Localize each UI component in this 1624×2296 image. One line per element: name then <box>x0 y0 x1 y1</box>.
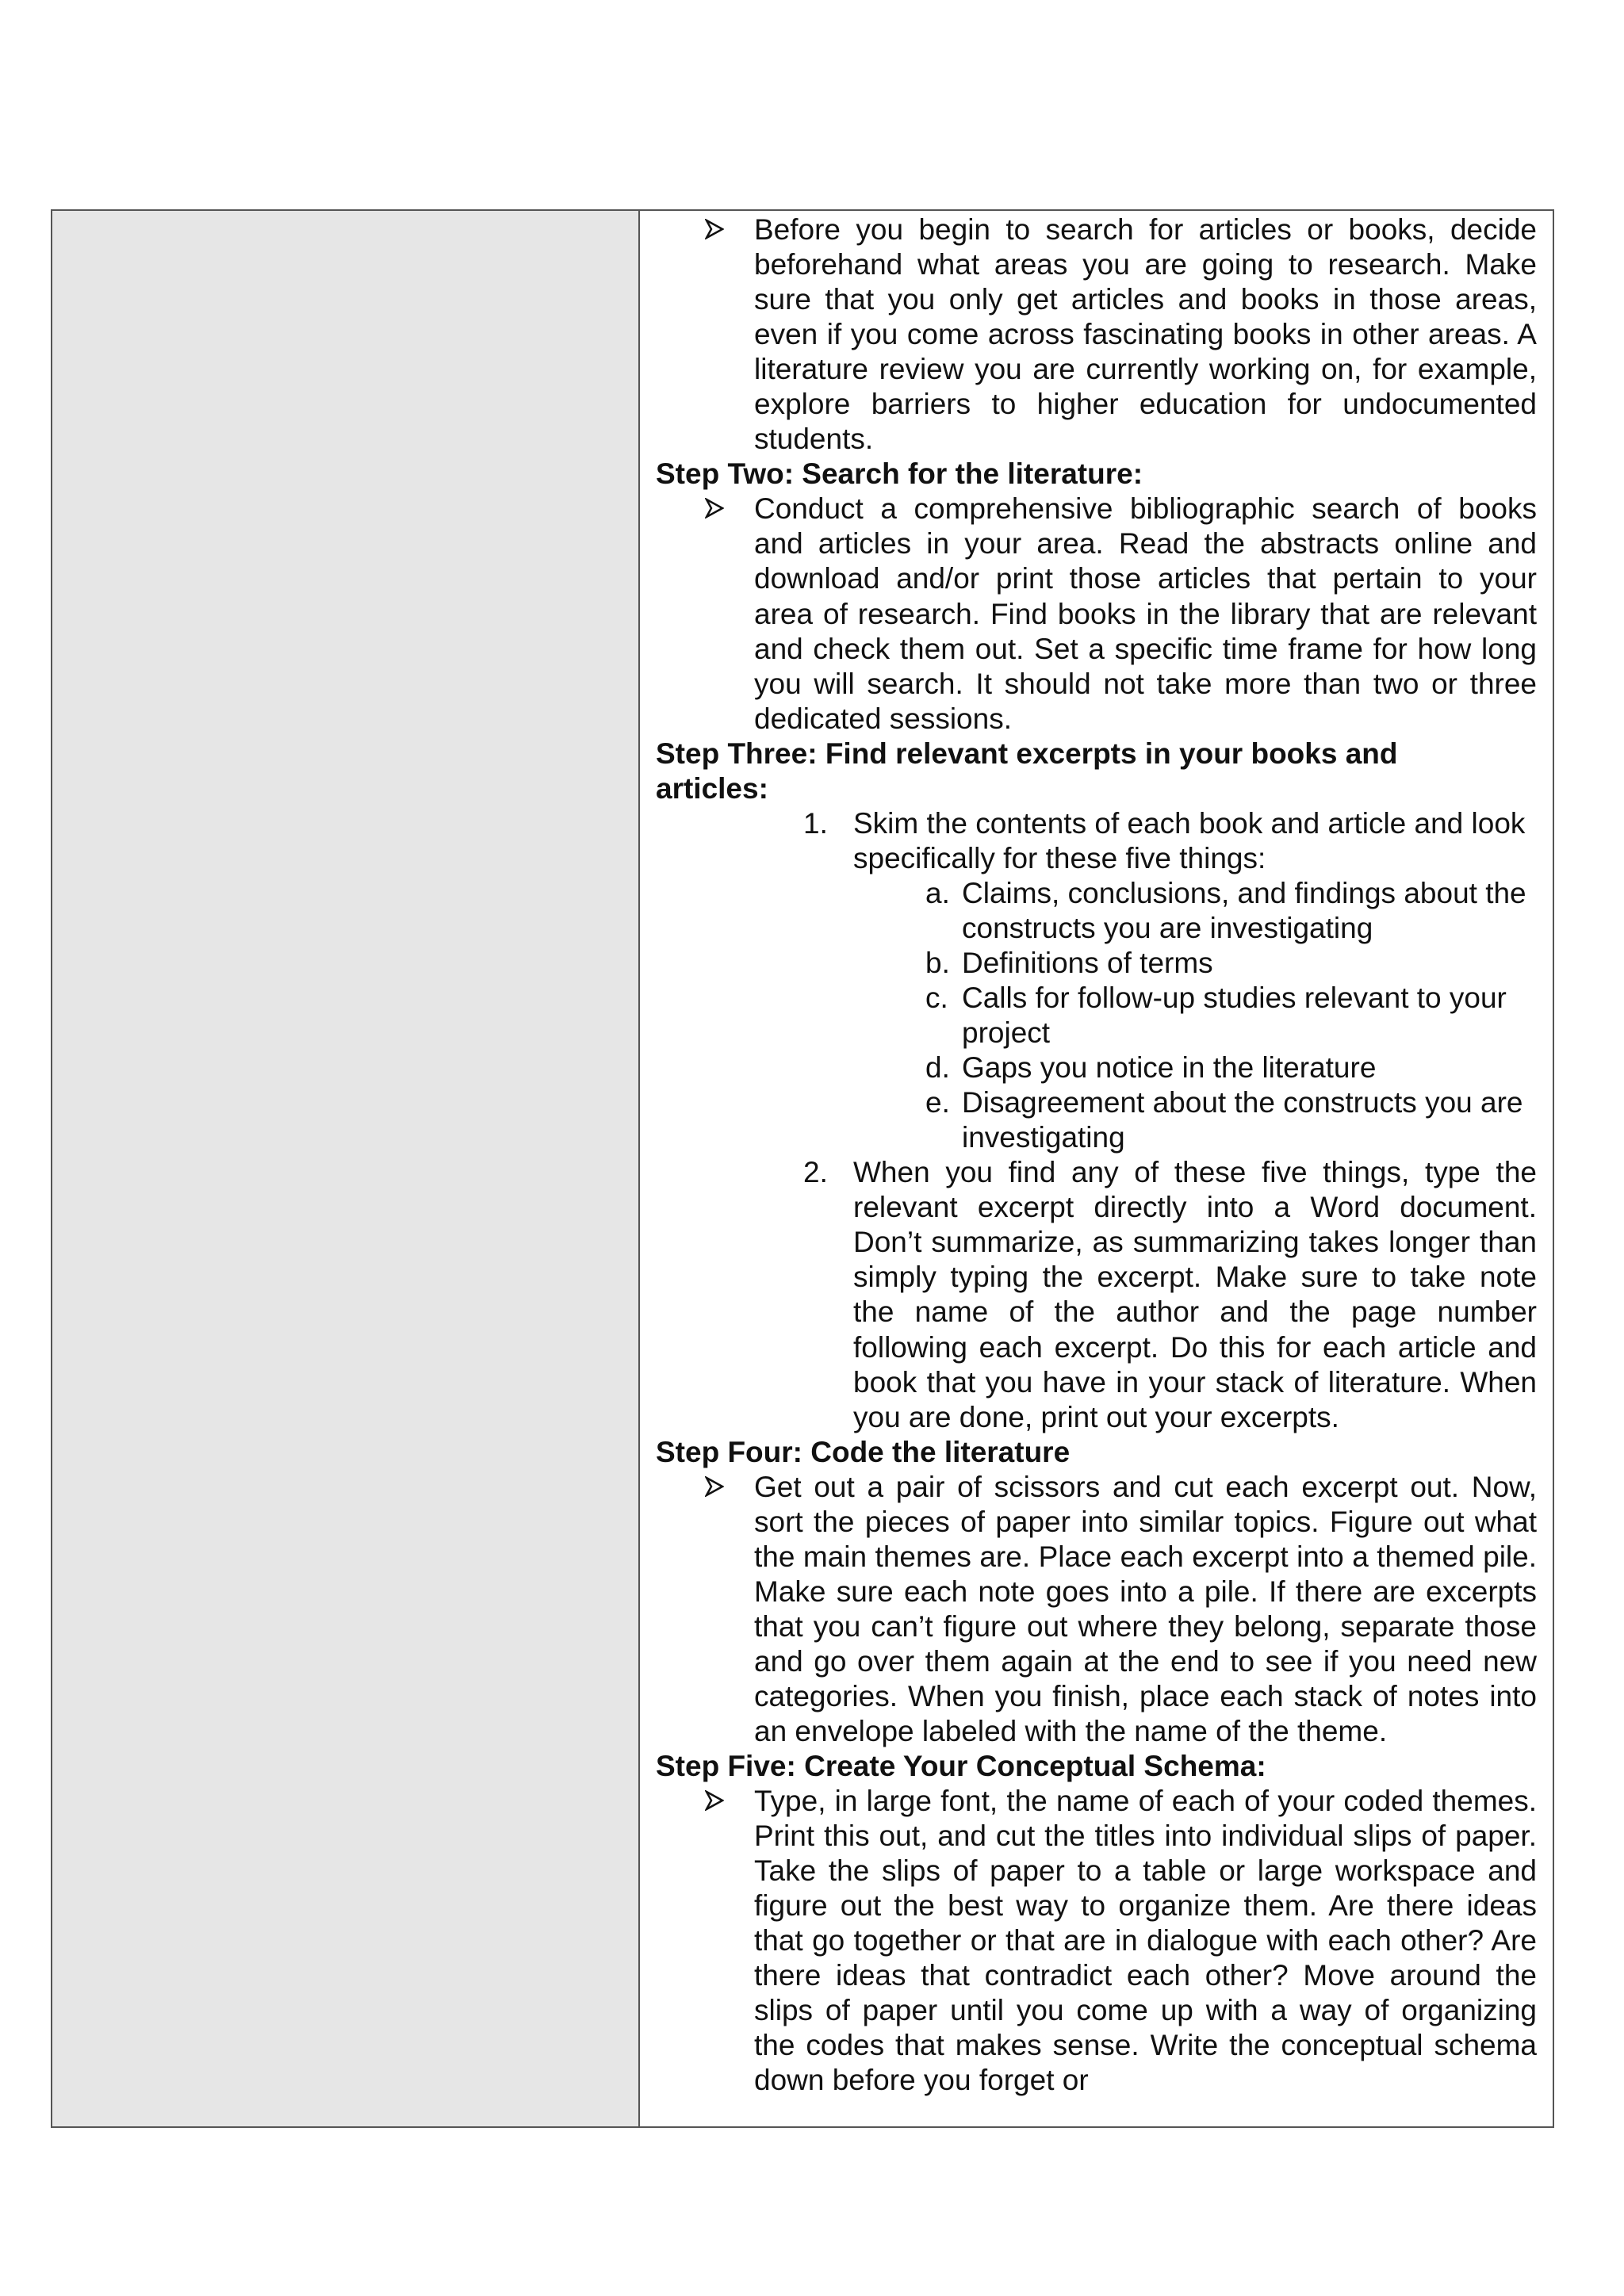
step-two-bullet-text: Conduct a comprehensive bibliographic search of books and articles in your area. Read the abstracts online and download and/or print those articles that pertain to your area of research. Find books in the library that are relevant and check them out. Set a specific time frame for how long you will search. It should not take more than two or three dedicated sessions. <box>754 492 1537 735</box>
step-three-heading: Step Three: Find relevant excerpts in your books and articles: <box>656 737 1398 805</box>
sub-item-c <box>656 981 1537 1050</box>
numbered-item-text: When you find any of these five things, type the relevant excerpt directly into a Word document. Don’t summarize, as summarizing takes longer than simply typing the excerpt. Make sure to take note the name of the author and the page number following each excerpt. Do this for each article and book that you have in your stack of literature. When you are done, print out your excerpts. <box>853 1156 1537 1433</box>
step-four-bullet-item <box>656 1470 1537 1749</box>
sub-item-text: Claims, conclusions, and findings about the constructs you are investigating <box>962 876 1526 944</box>
arrowhead-bullet-icon <box>705 492 737 519</box>
table-left-cell <box>52 211 640 2126</box>
step-four-heading: Step Four: Code the literature <box>656 1435 1071 1468</box>
step-three-numbered-item-2 <box>656 1155 1537 1434</box>
number-marker: 1. <box>803 806 828 840</box>
letter-marker: a. <box>925 876 950 909</box>
arrowhead-bullet-icon <box>705 1784 737 1811</box>
letter-marker: e. <box>925 1086 950 1119</box>
sub-item-b <box>656 946 1537 981</box>
step-five-bullet-text: Type, in large font, the name of each of your coded themes. Print this out, and cut the titles into individual slips of paper. Take the slips of paper to a table or large workspace and figure out the best way to organize them. Are there ideas that go together or that are in dialogue with each other? Are there ideas that contradict each other? Move around the slips of paper until you come up with a way of organizing the codes that makes sense. Write the conceptual schema down before you forget or <box>754 1785 1537 2097</box>
intro-bullet-item <box>656 212 1537 457</box>
table-right-cell <box>640 211 1553 2126</box>
sub-item-d <box>656 1050 1537 1085</box>
step-five-bullet-item <box>656 1784 1537 2098</box>
sub-item-text: Definitions of terms <box>962 946 1213 979</box>
arrowhead-bullet-icon <box>705 212 737 239</box>
letter-marker: d. <box>925 1051 950 1085</box>
step-two-bullet-item <box>656 492 1537 736</box>
letter-marker: c. <box>925 982 948 1015</box>
step-two-heading: Step Two: Search for the literature: <box>656 457 1143 491</box>
intro-bullet-text: Before you begin to search for articles or books, decide beforehand what areas you are going to research. Make sure that you only get articles and books in those areas, even if you come across fascinating books in other areas. A literature review you are currently working on, for example, explore barriers to higher education for undocumented students. <box>754 213 1537 456</box>
step-four-bullet-text: Get out a pair of scissors and cut each excerpt out. Now, sort the pieces of paper into similar topics. Figure out what the main themes are. Place each excerpt into a themed pile. Make sure each note goes into a pile. If there are excerpts that you can’t figure out where they belong, separate those and go over them again at the end to see if you need new categories. When you finish, place each stack of notes into an envelope labeled with the name of the theme. <box>754 1470 1537 1748</box>
sub-item-text: Calls for follow-up studies relevant to your project <box>962 982 1507 1050</box>
number-marker: 2. <box>803 1156 828 1189</box>
step-three-numbered-item-1 <box>656 806 1537 876</box>
document-table <box>51 209 1554 2128</box>
sub-item-text: Gaps you notice in the literature <box>962 1051 1377 1085</box>
sub-item-e <box>656 1085 1537 1155</box>
arrowhead-bullet-icon <box>705 1470 737 1497</box>
numbered-item-text: Skim the contents of each book and article and look specifically for these five things: <box>853 806 1526 874</box>
sub-item-text: Disagreement about the constructs you are investigating <box>962 1086 1523 1154</box>
sub-item-a <box>656 876 1537 946</box>
step-five-heading: Step Five: Create Your Conceptual Schema: <box>656 1750 1266 1783</box>
letter-marker: b. <box>925 946 950 979</box>
